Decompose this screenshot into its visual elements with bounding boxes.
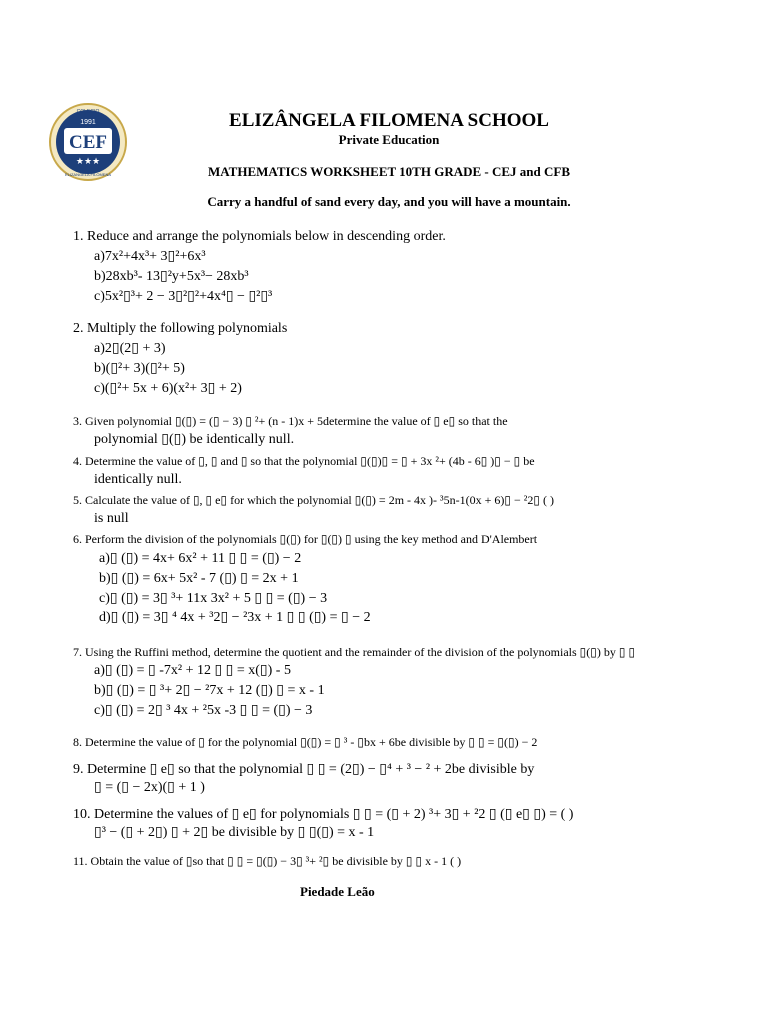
q11-line1: 11. Obtain the value of ▯so that ▯ ▯ = ▯(▯) − 3▯ ³+ ²▯ be divisible by ▯ ▯ x - 1 ( ) — [73, 854, 462, 868]
logo-top-text: COLEGIO — [76, 109, 100, 115]
q10-line1: 10. Determine the values of ▯ e▯ for polynomials ▯ ▯ = (▯ + 2) ³+ 3▯ + ²2 ▯ (▯ e▯ ▯) = ( ) — [73, 807, 574, 822]
q9-line1: 9. Determine ▯ e▯ so that the polynomial ▯ ▯ = (2▯) − ▯⁴ + ³ − ² + 2be divisible by — [73, 762, 535, 777]
q2-c: c)(▯²+ 5x + 6)(x²+ 3▯ + 2) — [94, 381, 242, 396]
logo-stars-icon: ★★★ — [75, 156, 101, 166]
q6-b: b)▯ (▯) = 6x+ 5x² - 7 (▯) ▯ = 2x + 1 — [99, 571, 299, 586]
q3-line2: polynomial ▯(▯) be identically null. — [94, 432, 295, 447]
q1-stem: 1. Reduce and arrange the polynomials below in descending order. — [73, 229, 446, 244]
q6-d: d)▯ (▯) = 3▯ ⁴ 4x + ³2▯ − ²3x + 1 ▯ ▯ (▯) = ▯ − 2 — [99, 610, 371, 625]
q10-line2: ▯³ − (▯ + 2▯) ▯ + 2▯ be divisible by ▯ ▯(▯) = x - 1 — [94, 825, 375, 840]
q7-stem: 7. Using the Ruffini method, determine the quotient and the remainder of the division of the polynomials ▯(▯) by ▯ ▯ — [73, 645, 636, 659]
logo-text: CEF — [69, 132, 107, 153]
q7-b: b)▯ (▯) = ▯ ³+ 2▯ − ²7x + 12 (▯) ▯ = x - 1 — [94, 683, 325, 698]
q1-c: c)5x²▯³+ 2 − 3▯²▯²+4x⁴▯ − ▯²▯³ — [94, 289, 273, 304]
q5-line2: is null — [94, 511, 129, 526]
q3-line1: 3. Given polynomial ▯(▯) = (▯ − 3) ▯ ²+ (n - 1)x + 5determine the value of ▯ e▯ so that the — [73, 414, 508, 428]
q6-c: c)▯ (▯) = 3▯ ³+ 11x 3x² + 5 ▯ ▯ = (▯) − 3 — [99, 591, 328, 606]
q4-line2: identically null. — [94, 472, 182, 487]
q6-stem: 6. Perform the division of the polynomials ▯(▯) for ▯(▯) ▯ using the key method and D'Alembert — [73, 532, 538, 546]
q2-b: b)(▯²+ 3)(▯²+ 5) — [94, 361, 185, 376]
motto: Carry a handful of sand every day, and you will have a mountain. — [207, 194, 571, 209]
school-subtitle: Private Education — [338, 132, 440, 147]
q4-line1: 4. Determine the value of ▯, ▯ and ▯ so that the polynomial ▯(▯)▯ = ▯ + 3x ²+ (4b - 6▯ )▯ − ▯ be — [73, 454, 535, 468]
q1-a: a)7x²+4x³+ 3▯²+6x³ — [94, 249, 206, 264]
worksheet-title: MATHEMATICS WORKSHEET 10TH GRADE - CEJ and CFB — [207, 164, 570, 179]
q7-a: a)▯ (▯) = ▯ -7x² + 12 ▯ ▯ = x(▯) - 5 — [94, 663, 291, 678]
q7-c: c)▯ (▯) = 2▯ ³ 4x + ²5x -3 ▯ ▯ = (▯) − 3 — [94, 703, 313, 718]
q1-b: b)28xb³- 13▯²y+5x³− 28xb³ — [94, 269, 249, 284]
q2-a: a)2▯(2▯ + 3) — [94, 341, 166, 356]
q2-stem: 2. Multiply the following polynomials — [73, 321, 288, 336]
logo-year: 1991 — [80, 119, 96, 126]
school-name: ELIZÂNGELA FILOMENA SCHOOL — [229, 110, 549, 131]
author-name: Piedade Leão — [300, 884, 375, 899]
q8-line1: 8. Determine the value of ▯ for the polynomial ▯(▯) = ▯ ³ - ▯bx + 6be divisible by ▯ ▯ = ▯(▯) − 2 — [73, 735, 538, 749]
logo-bottom-text: ELIZANGELA FILOMENA — [64, 172, 112, 177]
q5-line1: 5. Calculate the value of ▯, ▯ e▯ for which the polynomial ▯(▯) = 2m - 4x )- ³5n-1(0x + 6)▯ − ²2▯ ( ) — [73, 493, 554, 507]
q9-line2: ▯ = (▯ − 2x)(▯ + 1 ) — [94, 780, 205, 795]
q6-a: a)▯ (▯) = 4x+ 6x² + 11 ▯ ▯ = (▯) − 2 — [99, 551, 302, 566]
